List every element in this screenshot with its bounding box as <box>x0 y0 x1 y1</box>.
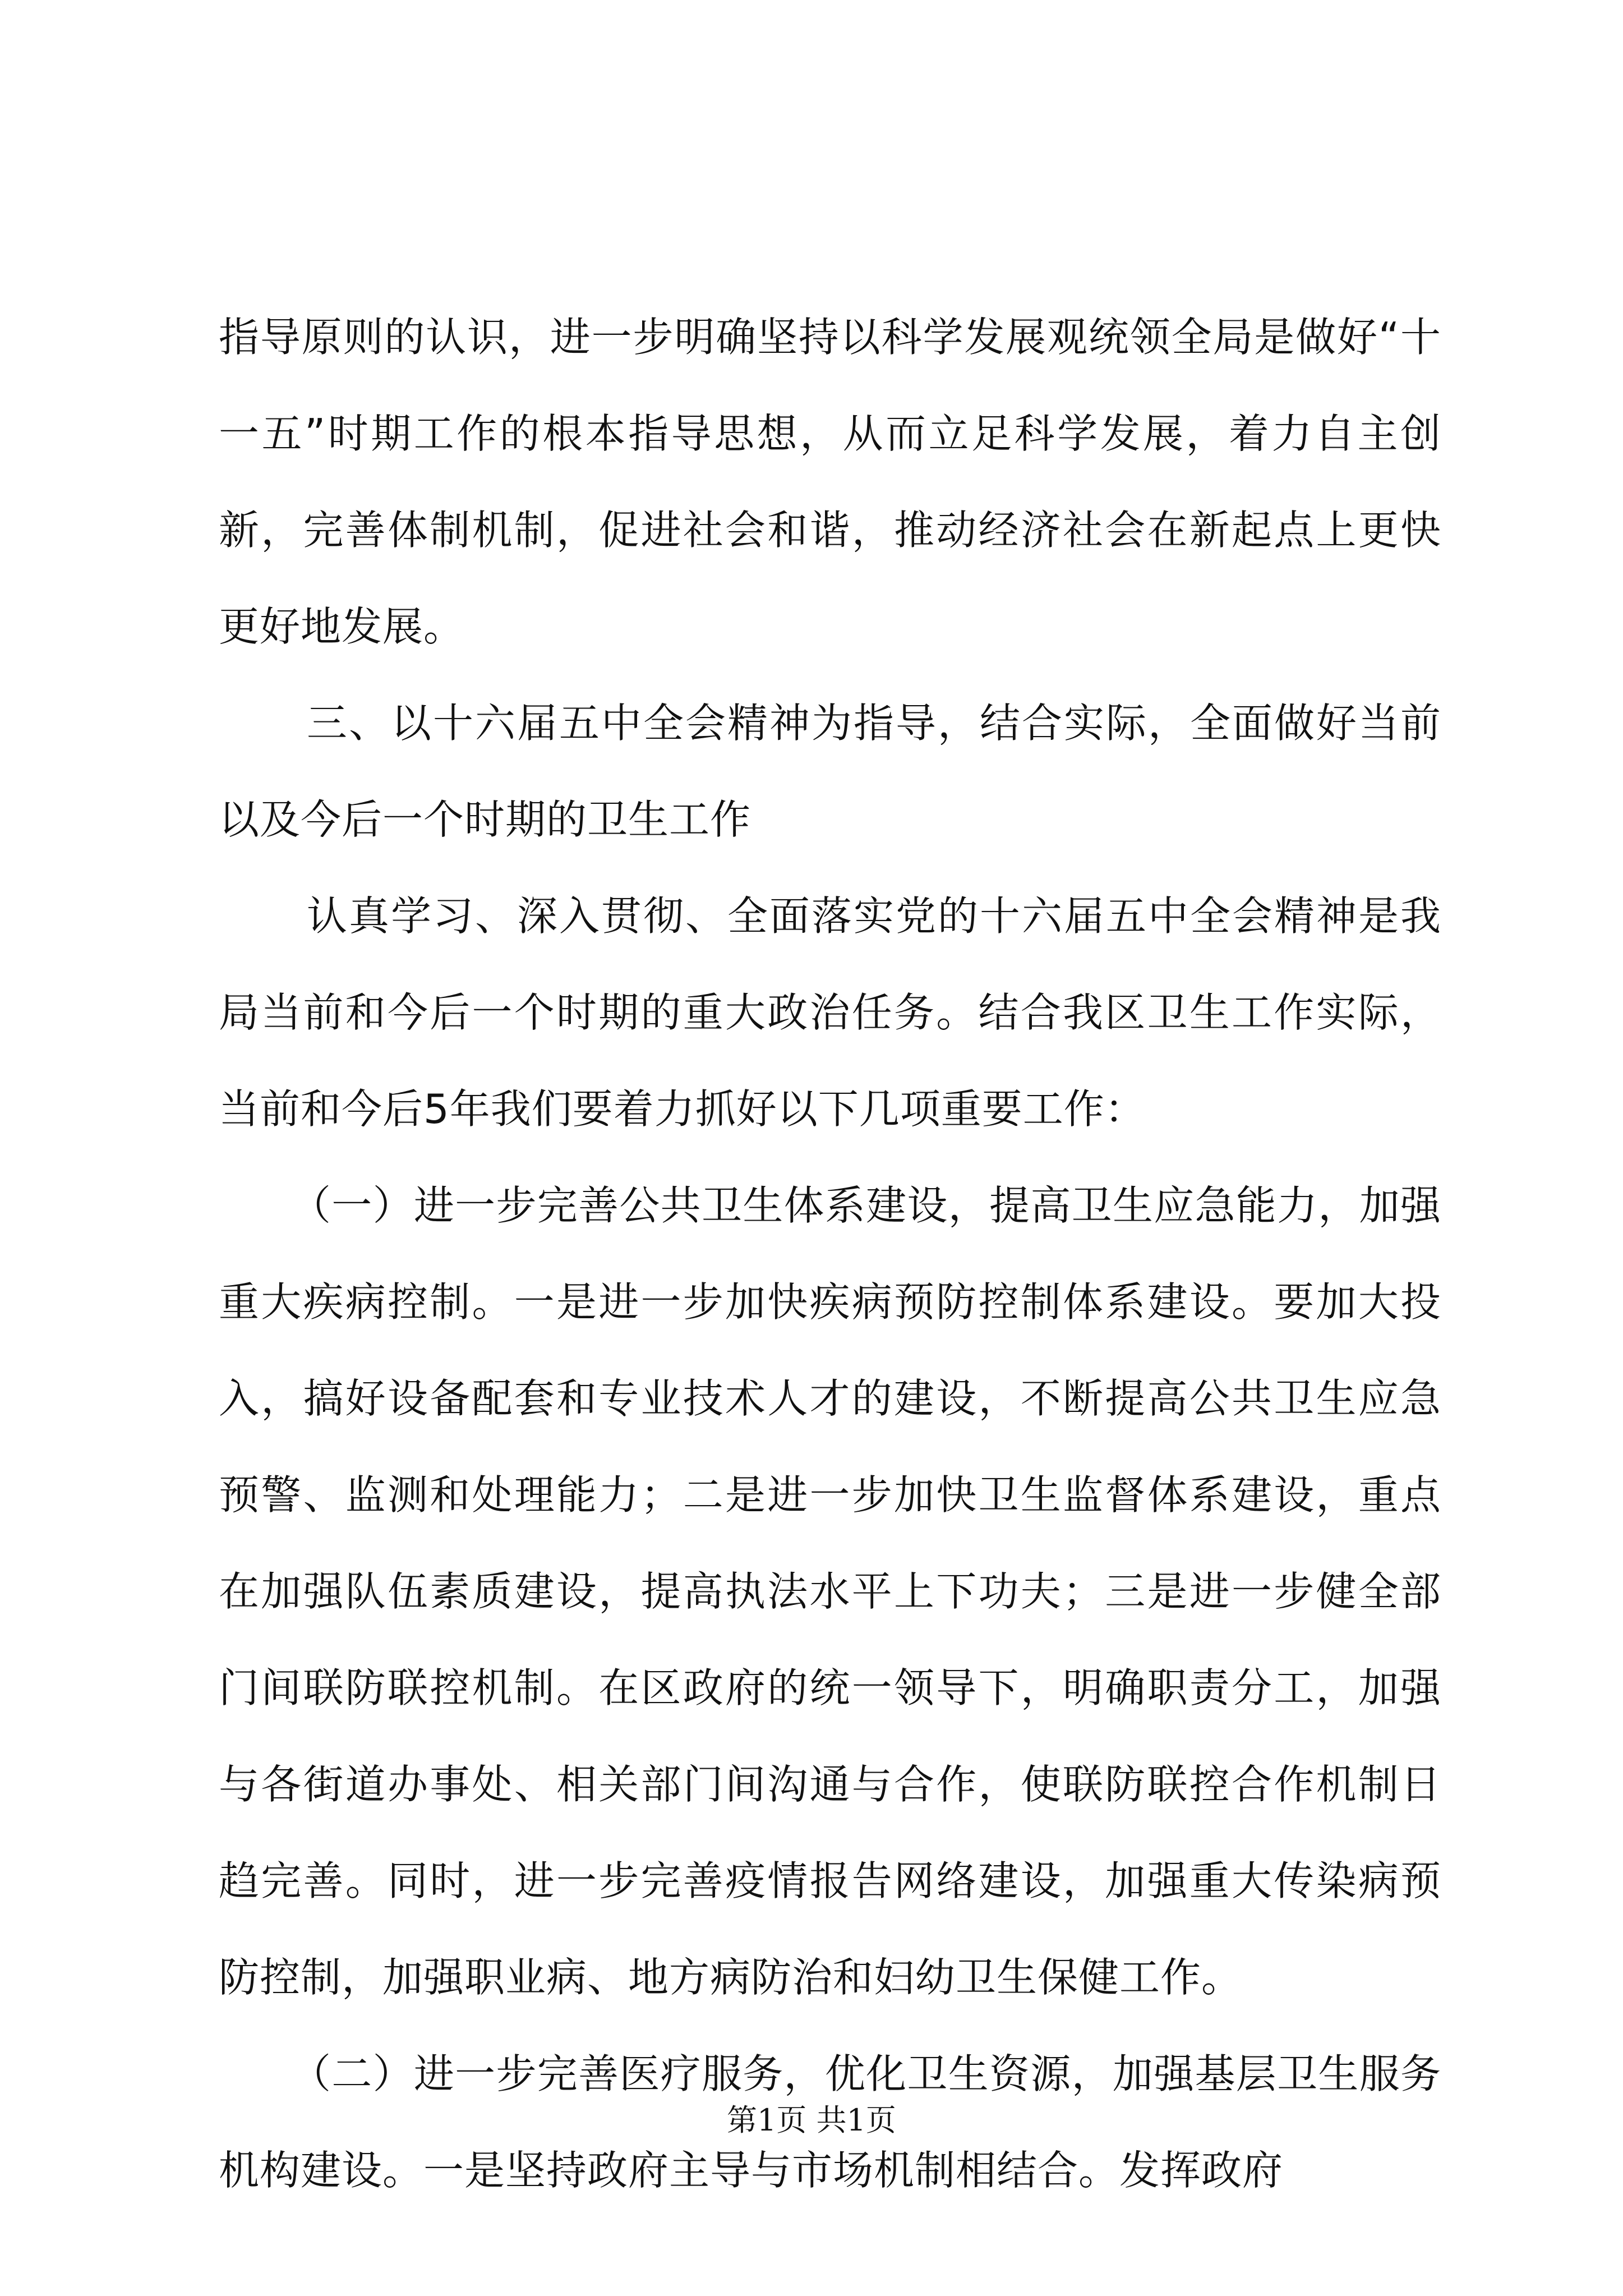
paragraph-3: 认真学习、深入贯彻、全面落实党的十六届五中全会精神是我局当前和今后一个时期的重大政治任务。结合我区卫生工作实际，当前和今后5年我们要着力抓好以下几项重要工作： <box>219 892 1441 1133</box>
page-footer: 第1页 共1页 <box>727 2102 896 2138</box>
paragraph-4: （一）进一步完善公共卫生体系建设，提高卫生应急能力，加强重大疾病控制。一是进一步加快疾病预防控制体系建设。要加大投入，搞好设备配套和专业技术人才的建设，不断提高公共卫生应急预警、监测和处理能力；二是进一步加快卫生监督体系建设，重点在加强队伍素质建设，提高执法水平上下功夫；三是进一步健全部门间联防联控机制。在区政府的统一领导下，明确职责分工，加强与各街道办事处、相关部门间沟通与合作，使联防联控合作机制日趋完善。同时，进一步完善疫情报告网络建设，加强重大传染病预防控制，加强职业病、地方病防治和妇幼卫生保健工作。 <box>219 1182 1441 2001</box>
paragraph-2-heading: 三、以十六届五中全会精神为指导，结合实际，全面做好当前以及今后一个时期的卫生工作 <box>219 700 1441 843</box>
document-body <box>219 289 1441 2219</box>
paragraph-1: 指导原则的认识，进一步明确坚持以科学发展观统领全局是做好“十一五”时期工作的根本指导思想，从而立足科学发展，着力自主创新，完善体制机制，促进社会和谐，推动经济社会在新起点上更快更好地发展。 <box>219 314 1441 650</box>
paragraph-5: （二）进一步完善医疗服务，优化卫生资源，加强基层卫生服务机构建设。一是坚持政府主导与市场机制相结合。发挥政府 <box>219 2050 1441 2194</box>
